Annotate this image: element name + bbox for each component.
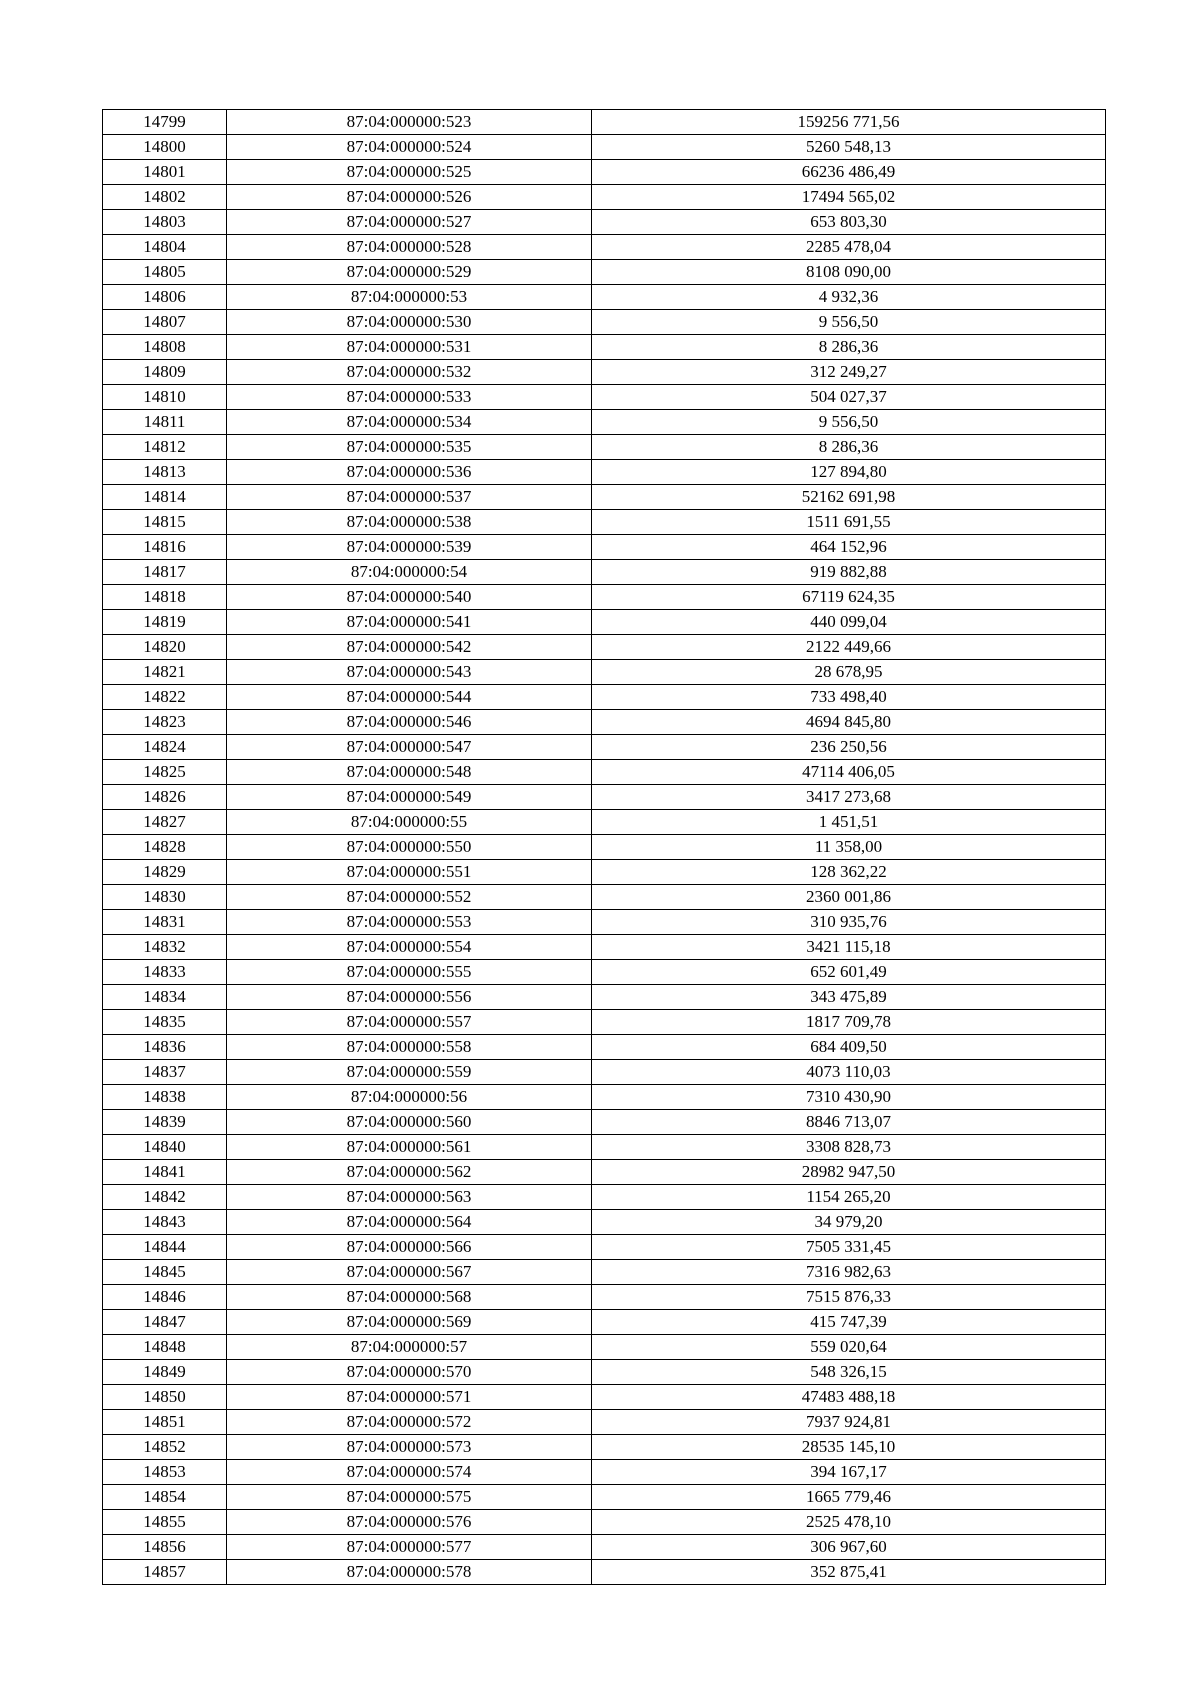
cadastral-number-cell: 87:04:000000:575 [227,1485,592,1510]
table-row [103,285,1106,310]
table-row [103,1485,1106,1510]
table-row [103,185,1106,210]
value-cell: 52162 691,98 [592,485,1106,510]
cadastral-number-cell: 87:04:000000:525 [227,160,592,185]
row-number-cell: 14811 [103,410,227,435]
row-number-cell: 14817 [103,560,227,585]
value-cell: 47114 406,05 [592,760,1106,785]
table-row [103,535,1106,560]
row-number-cell: 14856 [103,1535,227,1560]
value-cell: 236 250,56 [592,735,1106,760]
row-number-cell: 14802 [103,185,227,210]
cadastral-number-cell: 87:04:000000:56 [227,1085,592,1110]
cadastral-number-cell: 87:04:000000:531 [227,335,592,360]
cadastral-number-cell: 87:04:000000:561 [227,1135,592,1160]
table-row [103,1335,1106,1360]
row-number-cell: 14804 [103,235,227,260]
row-number-cell: 14830 [103,885,227,910]
cadastral-number-cell: 87:04:000000:542 [227,635,592,660]
row-number-cell: 14854 [103,1485,227,1510]
cadastral-number-cell: 87:04:000000:544 [227,685,592,710]
cadastral-number-cell: 87:04:000000:562 [227,1160,592,1185]
value-cell: 415 747,39 [592,1310,1106,1335]
table-row [103,1185,1106,1210]
value-cell: 919 882,88 [592,560,1106,585]
table-row [103,785,1106,810]
cadastral-number-cell: 87:04:000000:543 [227,660,592,685]
row-number-cell: 14799 [103,110,227,135]
table-row [103,1260,1106,1285]
value-cell: 2360 001,86 [592,885,1106,910]
table-row [103,985,1106,1010]
row-number-cell: 14850 [103,1385,227,1410]
cadastral-number-cell: 87:04:000000:529 [227,260,592,285]
value-cell: 17494 565,02 [592,185,1106,210]
value-cell: 128 362,22 [592,860,1106,885]
cadastral-number-cell: 87:04:000000:53 [227,285,592,310]
row-number-cell: 14813 [103,460,227,485]
value-cell: 733 498,40 [592,685,1106,710]
value-cell: 4694 845,80 [592,710,1106,735]
row-number-cell: 14803 [103,210,227,235]
value-cell: 4073 110,03 [592,1060,1106,1085]
value-cell: 504 027,37 [592,385,1106,410]
table-row [103,1385,1106,1410]
table-row [103,435,1106,460]
table-row [103,860,1106,885]
cadastral-number-cell: 87:04:000000:526 [227,185,592,210]
table-row [103,335,1106,360]
value-cell: 653 803,30 [592,210,1106,235]
table-row [103,1560,1106,1585]
cadastral-number-cell: 87:04:000000:576 [227,1510,592,1535]
row-number-cell: 14855 [103,1510,227,1535]
row-number-cell: 14851 [103,1410,227,1435]
table-row [103,1435,1106,1460]
cadastral-number-cell: 87:04:000000:572 [227,1410,592,1435]
value-cell: 2285 478,04 [592,235,1106,260]
row-number-cell: 14842 [103,1185,227,1210]
row-number-cell: 14815 [103,510,227,535]
value-cell: 8 286,36 [592,435,1106,460]
value-cell: 7937 924,81 [592,1410,1106,1435]
cadastral-number-cell: 87:04:000000:554 [227,935,592,960]
table-row [103,810,1106,835]
row-number-cell: 14836 [103,1035,227,1060]
table-row [103,485,1106,510]
value-cell: 312 249,27 [592,360,1106,385]
value-cell: 7505 331,45 [592,1235,1106,1260]
cadastral-number-cell: 87:04:000000:557 [227,1010,592,1035]
cadastral-number-cell: 87:04:000000:55 [227,810,592,835]
value-cell: 464 152,96 [592,535,1106,560]
value-cell: 5260 548,13 [592,135,1106,160]
row-number-cell: 14800 [103,135,227,160]
value-cell: 7316 982,63 [592,1260,1106,1285]
cadastral-number-cell: 87:04:000000:564 [227,1210,592,1235]
table-row [103,1085,1106,1110]
cadastral-number-cell: 87:04:000000:571 [227,1385,592,1410]
cadastral-number-cell: 87:04:000000:523 [227,110,592,135]
table-row [103,760,1106,785]
row-number-cell: 14832 [103,935,227,960]
value-cell: 159256 771,56 [592,110,1106,135]
value-cell: 2122 449,66 [592,635,1106,660]
cadastral-number-cell: 87:04:000000:568 [227,1285,592,1310]
table-row [103,360,1106,385]
row-number-cell: 14805 [103,260,227,285]
value-cell: 28 678,95 [592,660,1106,685]
value-cell: 3421 115,18 [592,935,1106,960]
value-cell: 352 875,41 [592,1560,1106,1585]
cadastral-number-cell: 87:04:000000:573 [227,1435,592,1460]
table-row [103,660,1106,685]
cadastral-number-cell: 87:04:000000:57 [227,1335,592,1360]
value-cell: 9 556,50 [592,410,1106,435]
cadastral-number-cell: 87:04:000000:559 [227,1060,592,1085]
value-cell: 28535 145,10 [592,1435,1106,1460]
cadastral-number-cell: 87:04:000000:569 [227,1310,592,1335]
table-row [103,135,1106,160]
value-cell: 67119 624,35 [592,585,1106,610]
cadastral-number-cell: 87:04:000000:567 [227,1260,592,1285]
table-row [103,560,1106,585]
row-number-cell: 14801 [103,160,227,185]
table-row [103,935,1106,960]
value-cell: 1154 265,20 [592,1185,1106,1210]
row-number-cell: 14844 [103,1235,227,1260]
table-row [103,910,1106,935]
row-number-cell: 14828 [103,835,227,860]
row-number-cell: 14824 [103,735,227,760]
row-number-cell: 14816 [103,535,227,560]
table-row [103,160,1106,185]
value-cell: 7310 430,90 [592,1085,1106,1110]
cadastral-number-cell: 87:04:000000:537 [227,485,592,510]
row-number-cell: 14810 [103,385,227,410]
table-row [103,710,1106,735]
row-number-cell: 14848 [103,1335,227,1360]
table-row [103,635,1106,660]
row-number-cell: 14847 [103,1310,227,1335]
cadastral-number-cell: 87:04:000000:535 [227,435,592,460]
cadastral-value-table [102,109,1106,1585]
cadastral-number-cell: 87:04:000000:577 [227,1535,592,1560]
table-row [103,735,1106,760]
value-cell: 127 894,80 [592,460,1106,485]
cadastral-number-cell: 87:04:000000:551 [227,860,592,885]
table-row [103,460,1106,485]
table-row [103,585,1106,610]
row-number-cell: 14818 [103,585,227,610]
cadastral-number-cell: 87:04:000000:541 [227,610,592,635]
cadastral-number-cell: 87:04:000000:552 [227,885,592,910]
row-number-cell: 14843 [103,1210,227,1235]
row-number-cell: 14835 [103,1010,227,1035]
value-cell: 8108 090,00 [592,260,1106,285]
row-number-cell: 14838 [103,1085,227,1110]
cadastral-number-cell: 87:04:000000:538 [227,510,592,535]
row-number-cell: 14831 [103,910,227,935]
cadastral-number-cell: 87:04:000000:539 [227,535,592,560]
row-number-cell: 14852 [103,1435,227,1460]
cadastral-number-cell: 87:04:000000:528 [227,235,592,260]
cadastral-number-cell: 87:04:000000:549 [227,785,592,810]
table-row [103,510,1106,535]
value-cell: 28982 947,50 [592,1160,1106,1185]
row-number-cell: 14819 [103,610,227,635]
value-cell: 11 358,00 [592,835,1106,860]
value-cell: 343 475,89 [592,985,1106,1010]
cadastral-number-cell: 87:04:000000:540 [227,585,592,610]
cadastral-number-cell: 87:04:000000:524 [227,135,592,160]
value-cell: 2525 478,10 [592,1510,1106,1535]
row-number-cell: 14812 [103,435,227,460]
row-number-cell: 14849 [103,1360,227,1385]
value-cell: 1817 709,78 [592,1010,1106,1035]
value-cell: 4 932,36 [592,285,1106,310]
value-cell: 34 979,20 [592,1210,1106,1235]
table-row [103,1160,1106,1185]
cadastral-number-cell: 87:04:000000:54 [227,560,592,585]
table-row [103,1410,1106,1435]
table-row [103,1035,1106,1060]
cadastral-number-cell: 87:04:000000:570 [227,1360,592,1385]
cadastral-number-cell: 87:04:000000:546 [227,710,592,735]
row-number-cell: 14826 [103,785,227,810]
table-row [103,1135,1106,1160]
cadastral-number-cell: 87:04:000000:553 [227,910,592,935]
value-cell: 3417 273,68 [592,785,1106,810]
cadastral-number-cell: 87:04:000000:578 [227,1560,592,1585]
row-number-cell: 14857 [103,1560,227,1585]
cadastral-number-cell: 87:04:000000:555 [227,960,592,985]
value-cell: 559 020,64 [592,1335,1106,1360]
table-row [103,1360,1106,1385]
cadastral-number-cell: 87:04:000000:547 [227,735,592,760]
row-number-cell: 14825 [103,760,227,785]
table-row [103,610,1106,635]
row-number-cell: 14827 [103,810,227,835]
table-row [103,685,1106,710]
value-cell: 548 326,15 [592,1360,1106,1385]
table-row [103,1010,1106,1035]
value-cell: 310 935,76 [592,910,1106,935]
row-number-cell: 14821 [103,660,227,685]
cadastral-number-cell: 87:04:000000:556 [227,985,592,1010]
table-row [103,1060,1106,1085]
cadastral-number-cell: 87:04:000000:530 [227,310,592,335]
value-cell: 1 451,51 [592,810,1106,835]
cadastral-number-cell: 87:04:000000:532 [227,360,592,385]
value-cell: 1511 691,55 [592,510,1106,535]
table-row [103,385,1106,410]
table-row [103,110,1106,135]
value-cell: 306 967,60 [592,1535,1106,1560]
value-cell: 652 601,49 [592,960,1106,985]
table-row [103,310,1106,335]
row-number-cell: 14839 [103,1110,227,1135]
cadastral-number-cell: 87:04:000000:574 [227,1460,592,1485]
table-row [103,885,1106,910]
cadastral-number-cell: 87:04:000000:550 [227,835,592,860]
value-cell: 1665 779,46 [592,1485,1106,1510]
value-cell: 440 099,04 [592,610,1106,635]
table-row [103,410,1106,435]
row-number-cell: 14814 [103,485,227,510]
table-row [103,1235,1106,1260]
table-row [103,1535,1106,1560]
table-row [103,1210,1106,1235]
table-row [103,1510,1106,1535]
row-number-cell: 14834 [103,985,227,1010]
value-cell: 7515 876,33 [592,1285,1106,1310]
row-number-cell: 14833 [103,960,227,985]
row-number-cell: 14809 [103,360,227,385]
row-number-cell: 14820 [103,635,227,660]
value-cell: 394 167,17 [592,1460,1106,1485]
row-number-cell: 14840 [103,1135,227,1160]
table-row [103,235,1106,260]
cadastral-number-cell: 87:04:000000:527 [227,210,592,235]
table-row [103,1110,1106,1135]
cadastral-number-cell: 87:04:000000:534 [227,410,592,435]
cadastral-number-cell: 87:04:000000:548 [227,760,592,785]
row-number-cell: 14806 [103,285,227,310]
row-number-cell: 14837 [103,1060,227,1085]
value-cell: 3308 828,73 [592,1135,1106,1160]
table-row [103,1310,1106,1335]
row-number-cell: 14846 [103,1285,227,1310]
row-number-cell: 14845 [103,1260,227,1285]
value-cell: 8 286,36 [592,335,1106,360]
row-number-cell: 14808 [103,335,227,360]
row-number-cell: 14853 [103,1460,227,1485]
row-number-cell: 14822 [103,685,227,710]
table-row [103,210,1106,235]
row-number-cell: 14807 [103,310,227,335]
cadastral-number-cell: 87:04:000000:563 [227,1185,592,1210]
table-body [103,110,1106,1585]
cadastral-number-cell: 87:04:000000:533 [227,385,592,410]
cadastral-number-cell: 87:04:000000:536 [227,460,592,485]
row-number-cell: 14829 [103,860,227,885]
table-row [103,1285,1106,1310]
row-number-cell: 14823 [103,710,227,735]
table-row [103,1460,1106,1485]
table-row [103,260,1106,285]
value-cell: 66236 486,49 [592,160,1106,185]
value-cell: 8846 713,07 [592,1110,1106,1135]
table-row [103,835,1106,860]
value-cell: 9 556,50 [592,310,1106,335]
value-cell: 47483 488,18 [592,1385,1106,1410]
value-cell: 684 409,50 [592,1035,1106,1060]
cadastral-number-cell: 87:04:000000:566 [227,1235,592,1260]
row-number-cell: 14841 [103,1160,227,1185]
cadastral-number-cell: 87:04:000000:558 [227,1035,592,1060]
cadastral-number-cell: 87:04:000000:560 [227,1110,592,1135]
table-row [103,960,1106,985]
